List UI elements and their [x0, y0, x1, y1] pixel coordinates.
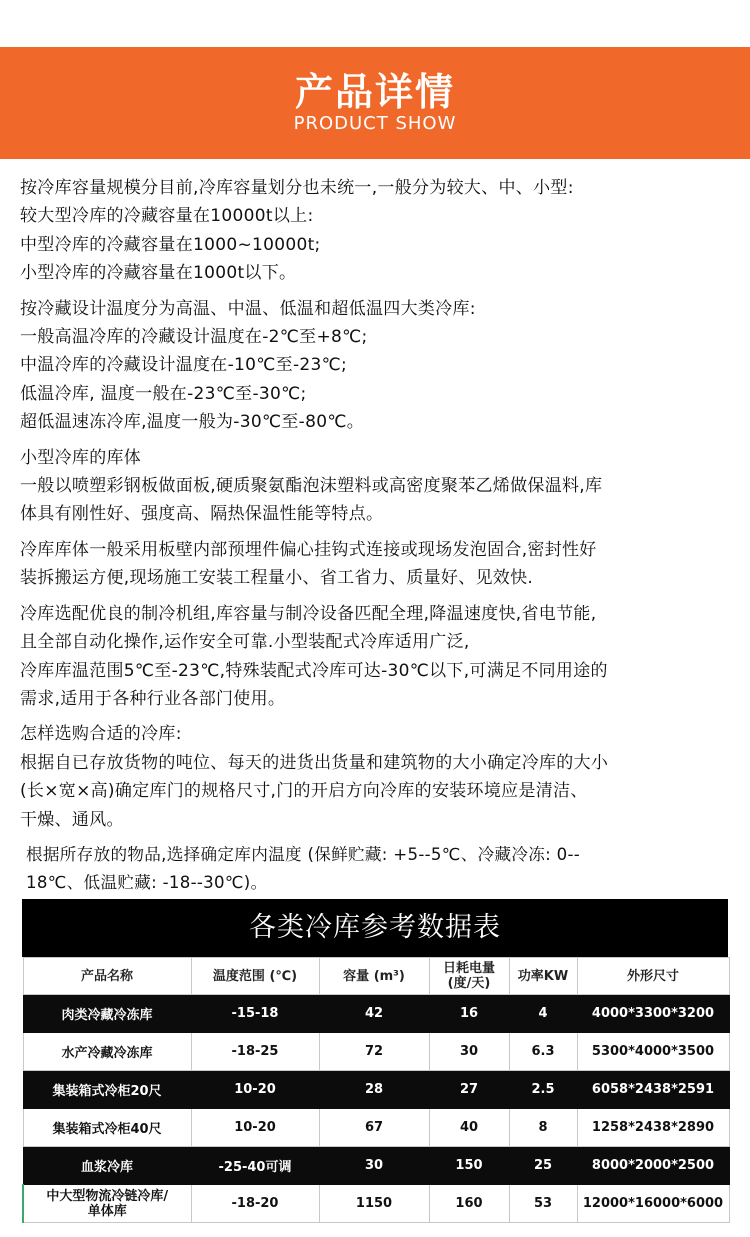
table-cell: -18-20	[191, 1185, 319, 1223]
column-header: 温度范围 (℃)	[191, 958, 319, 995]
table-row	[23, 1071, 729, 1109]
data-table	[22, 957, 730, 1223]
table-cell: 12000*16000*6000	[577, 1185, 729, 1223]
paragraph	[20, 841, 736, 898]
text-line: 需求,适用于各种行业各部门使用。	[20, 688, 286, 709]
text-line: 根据自已存放货物的吨位、每天的进货出货量和建筑物的大小确定冷库的大小	[20, 752, 609, 773]
table-cell: 27	[429, 1071, 509, 1109]
table-title: 各类冷库参考数据表	[22, 899, 728, 957]
product-name-cell: 肉类冷藏冷冻库	[23, 995, 191, 1033]
table-row	[23, 995, 729, 1033]
table-cell: 1258*2438*2890	[577, 1109, 729, 1147]
table-cell: 28	[319, 1071, 429, 1109]
text-line: 体具有刚性好、强度高、隔热保温性能等特点。	[20, 504, 384, 525]
table-cell: 8	[509, 1109, 577, 1147]
column-header: 日耗电量 (度/天)	[429, 958, 509, 995]
paragraph	[20, 444, 736, 529]
column-header: 产品名称	[23, 958, 191, 995]
table-cell: 30	[429, 1033, 509, 1071]
text-line: (长×宽×高)确定库门的规格尺寸,门的开启方向冷库的安装环境应是清洁、	[20, 781, 588, 802]
text-line: 怎样选购合适的冷库:	[20, 724, 182, 745]
text-line: 低温冷库, 温度一般在-23℃至-30℃;	[20, 383, 307, 404]
table-row	[23, 1109, 729, 1147]
table-row	[23, 1185, 729, 1223]
text-line: 冷库库体一般采用板壁内部预埋件偏心挂钩式连接或现场发泡固合,密封性好	[20, 539, 597, 560]
product-name-cell: 中大型物流冷链冷库/ 单体库	[23, 1185, 191, 1223]
table-cell: 72	[319, 1033, 429, 1071]
table-cell: 10-20	[191, 1071, 319, 1109]
table-cell: -25-40可调	[191, 1147, 319, 1185]
table-cell: -15-18	[191, 995, 319, 1033]
table-cell: 5300*4000*3500	[577, 1033, 729, 1071]
text-line: 且全部自动化操作,运作安全可靠.小型装配式冷库适用广泛,	[20, 632, 470, 653]
table-cell: 40	[429, 1109, 509, 1147]
product-name-cell: 集装箱式冷柜40尺	[23, 1109, 191, 1147]
table-cell: 150	[429, 1147, 509, 1185]
product-name-cell: 水产冷藏冷冻库	[23, 1033, 191, 1071]
table-row	[23, 1147, 729, 1185]
table-cell: 4	[509, 995, 577, 1033]
header-banner	[0, 47, 750, 159]
text-line: 装拆搬运方便,现场施工安装工程量小、省工省力、质量好、见效快.	[20, 568, 534, 589]
text-line: 小型冷库的冷藏容量在1000t以下。	[20, 263, 297, 284]
product-name-cell: 血浆冷库	[23, 1147, 191, 1185]
table-header-row	[23, 958, 729, 995]
text-line: 按冷库容量规模分目前,冷库容量划分也未统一,一般分为较大、中、小型:	[20, 178, 574, 198]
paragraph	[20, 295, 736, 437]
text-line: 18℃、低温贮藏: -18--30℃)。	[26, 873, 268, 893]
table-cell: 160	[429, 1185, 509, 1223]
table-cell: 16	[429, 995, 509, 1033]
paragraph	[20, 720, 736, 834]
text-line: 根据所存放的物品,选择确定库内温度 (保鲜贮藏: +5--5℃、冷藏冷冻: 0--	[26, 844, 581, 864]
text-line: 小型冷库的库体	[20, 447, 142, 468]
paragraph	[20, 600, 736, 714]
table-cell: 30	[319, 1147, 429, 1185]
table-cell: 6.3	[509, 1033, 577, 1071]
text-line: 较大型冷库的冷藏容量在10000t以上:	[20, 206, 314, 227]
table-cell: 42	[319, 995, 429, 1033]
text-line: 按冷藏设计温度分为高温、中温、低温和超低温四大类冷库:	[20, 298, 476, 319]
paragraph	[20, 536, 736, 593]
text-line: 中型冷库的冷藏容量在1000~10000t;	[20, 234, 321, 255]
column-header: 外形尺寸	[577, 958, 729, 995]
text-line: 冷库库温范围5℃至-23℃,特殊装配式冷库可达-30℃以下,可满足不同用途的	[20, 660, 608, 681]
table-cell: -18-25	[191, 1033, 319, 1071]
product-name-cell: 集装箱式冷柜20尺	[23, 1071, 191, 1109]
table-cell: 2.5	[509, 1071, 577, 1109]
paragraph	[20, 174, 736, 288]
table-cell: 1150	[319, 1185, 429, 1223]
text-line: 中温冷库的冷藏设计温度在-10℃至-23℃;	[20, 355, 348, 376]
column-header: 容量 (m³)	[319, 958, 429, 995]
text-line: 超低温速冻冷库,温度一般为-30℃至-80℃。	[20, 412, 365, 433]
table-cell: 25	[509, 1147, 577, 1185]
text-line: 冷库选配优良的制冷机组,库容量与制冷设备匹配全理,降温速度快,省电节能,	[20, 603, 597, 624]
table-cell: 67	[319, 1109, 429, 1147]
text-line: 一般以喷塑彩钢板做面板,硬质聚氨酯泡沫塑料或高密度聚苯乙烯做保温料,库	[20, 476, 603, 497]
table-cell: 8000*2000*2500	[577, 1147, 729, 1185]
table-row	[23, 1033, 729, 1071]
column-header: 功率KW	[509, 958, 577, 995]
page-title: 产品详情	[294, 70, 455, 114]
table-cell: 10-20	[191, 1109, 319, 1147]
text-line: 干燥、通风。	[20, 809, 124, 830]
table-cell: 4000*3300*3200	[577, 995, 729, 1033]
reference-data-table	[22, 899, 728, 1223]
text-line: 一般高温冷库的冷藏设计温度在-2℃至+8℃;	[20, 327, 368, 348]
table-cell: 53	[509, 1185, 577, 1223]
table-cell: 6058*2438*2591	[577, 1071, 729, 1109]
description-content	[20, 174, 736, 904]
page-subtitle: PRODUCT SHOW	[293, 113, 457, 134]
